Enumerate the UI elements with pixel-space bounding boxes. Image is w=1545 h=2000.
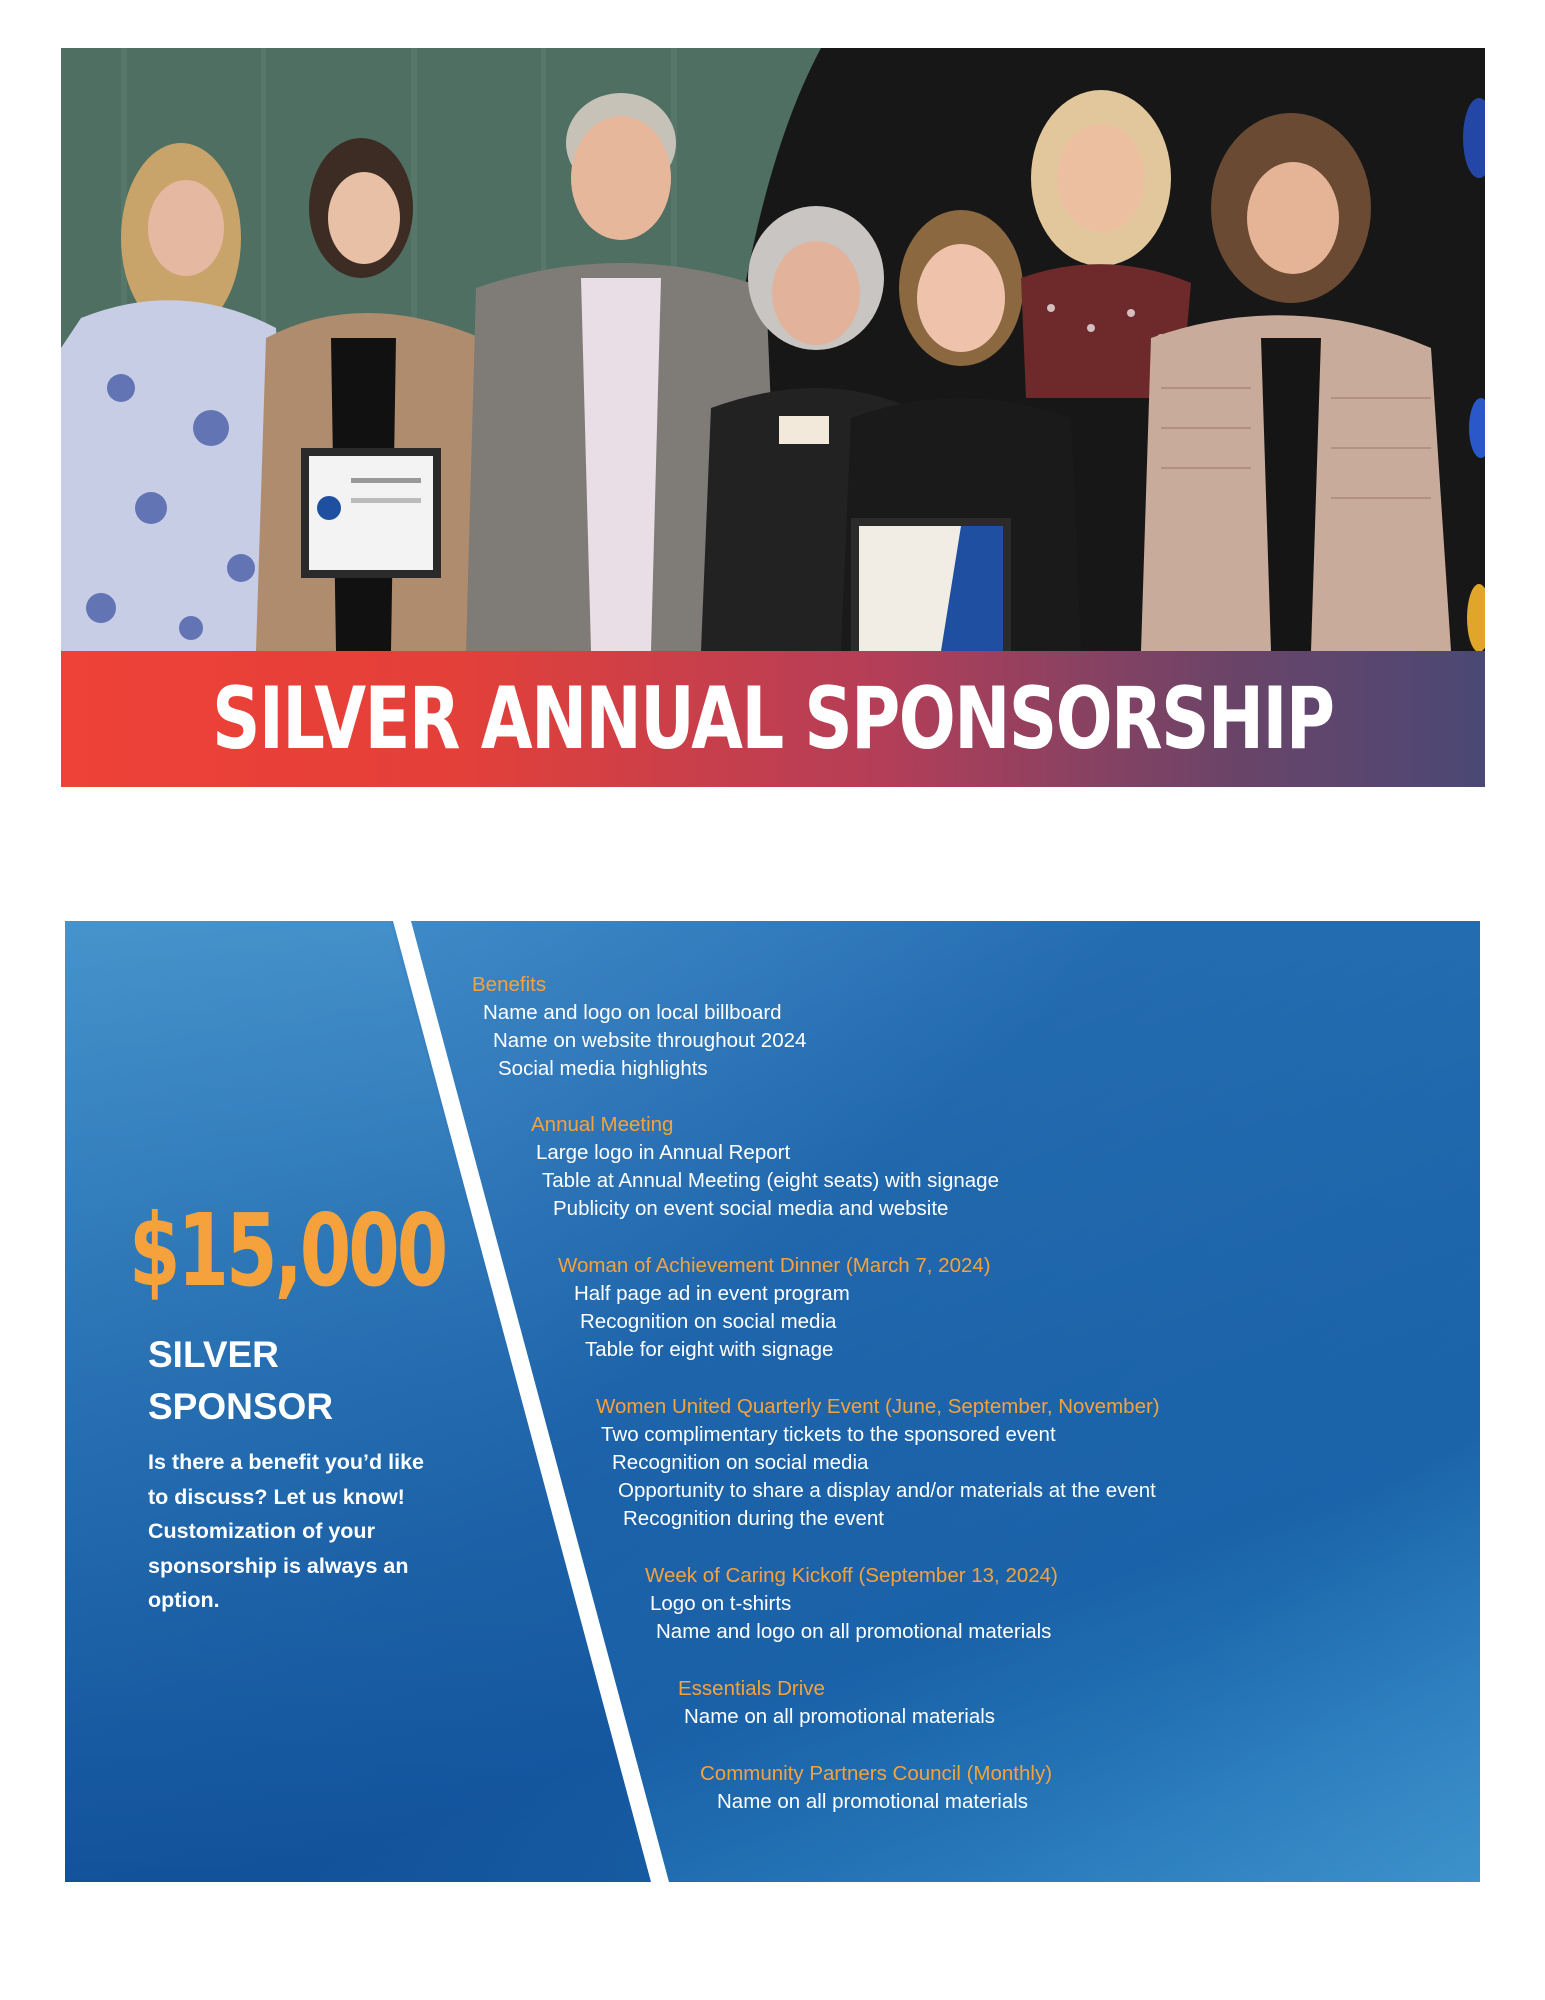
section-heading: Woman of Achievement Dinner (March 7, 2024) (558, 1254, 991, 1277)
list-item: Social media highlights (498, 1057, 708, 1080)
list-item: Name on all promotional materials (684, 1705, 996, 1728)
section-heading: Community Partners Council (Monthly) (700, 1762, 1053, 1785)
list-item: Recognition on social media (612, 1451, 869, 1474)
section-heading: Annual Meeting (531, 1113, 674, 1136)
section-heading: Benefits (472, 973, 547, 996)
list-item: Recognition on social media (580, 1310, 837, 1333)
page-title: SILVER ANNUAL SPONSORSHIP (212, 669, 1334, 769)
list-item: Name and logo on all promotional materials (656, 1620, 1052, 1643)
group-photo-illustration (61, 48, 1485, 651)
section-heading: Essentials Drive (678, 1677, 825, 1700)
list-item: Publicity on event social media and website (553, 1197, 949, 1220)
list-item: Large logo in Annual Report (536, 1141, 791, 1164)
hero-photo (61, 48, 1485, 651)
list-item: Opportunity to share a display and/or materials at the event (618, 1479, 1156, 1502)
list-item: Two complimentary tickets to the sponsored event (601, 1423, 1056, 1446)
sponsor-panel (65, 921, 1480, 1882)
benefits-list (65, 921, 1480, 1882)
list-item: Name and logo on local billboard (483, 1001, 782, 1024)
section-heading: Women United Quarterly Event (June, September, November) (596, 1395, 1160, 1418)
list-item: Table for eight with signage (585, 1338, 834, 1361)
sponsorship-price: $15,000 (129, 1192, 446, 1309)
customization-note: Is there a benefit you’d like to discuss? Let us know! Customization of your sponsorship is always an option. (148, 1450, 424, 1612)
list-item: Name on website throughout 2024 (493, 1029, 807, 1052)
title-banner (61, 651, 1485, 787)
list-item: Name on all promotional materials (717, 1790, 1029, 1813)
list-item: Logo on t-shirts (650, 1592, 792, 1615)
list-item: Half page ad in event program (574, 1282, 850, 1305)
list-item: Recognition during the event (623, 1507, 884, 1530)
list-item: Table at Annual Meeting (eight seats) with signage (542, 1169, 999, 1192)
tier-name: SILVER SPONSOR (148, 1334, 334, 1427)
section-heading: Week of Caring Kickoff (September 13, 2024) (645, 1564, 1058, 1587)
